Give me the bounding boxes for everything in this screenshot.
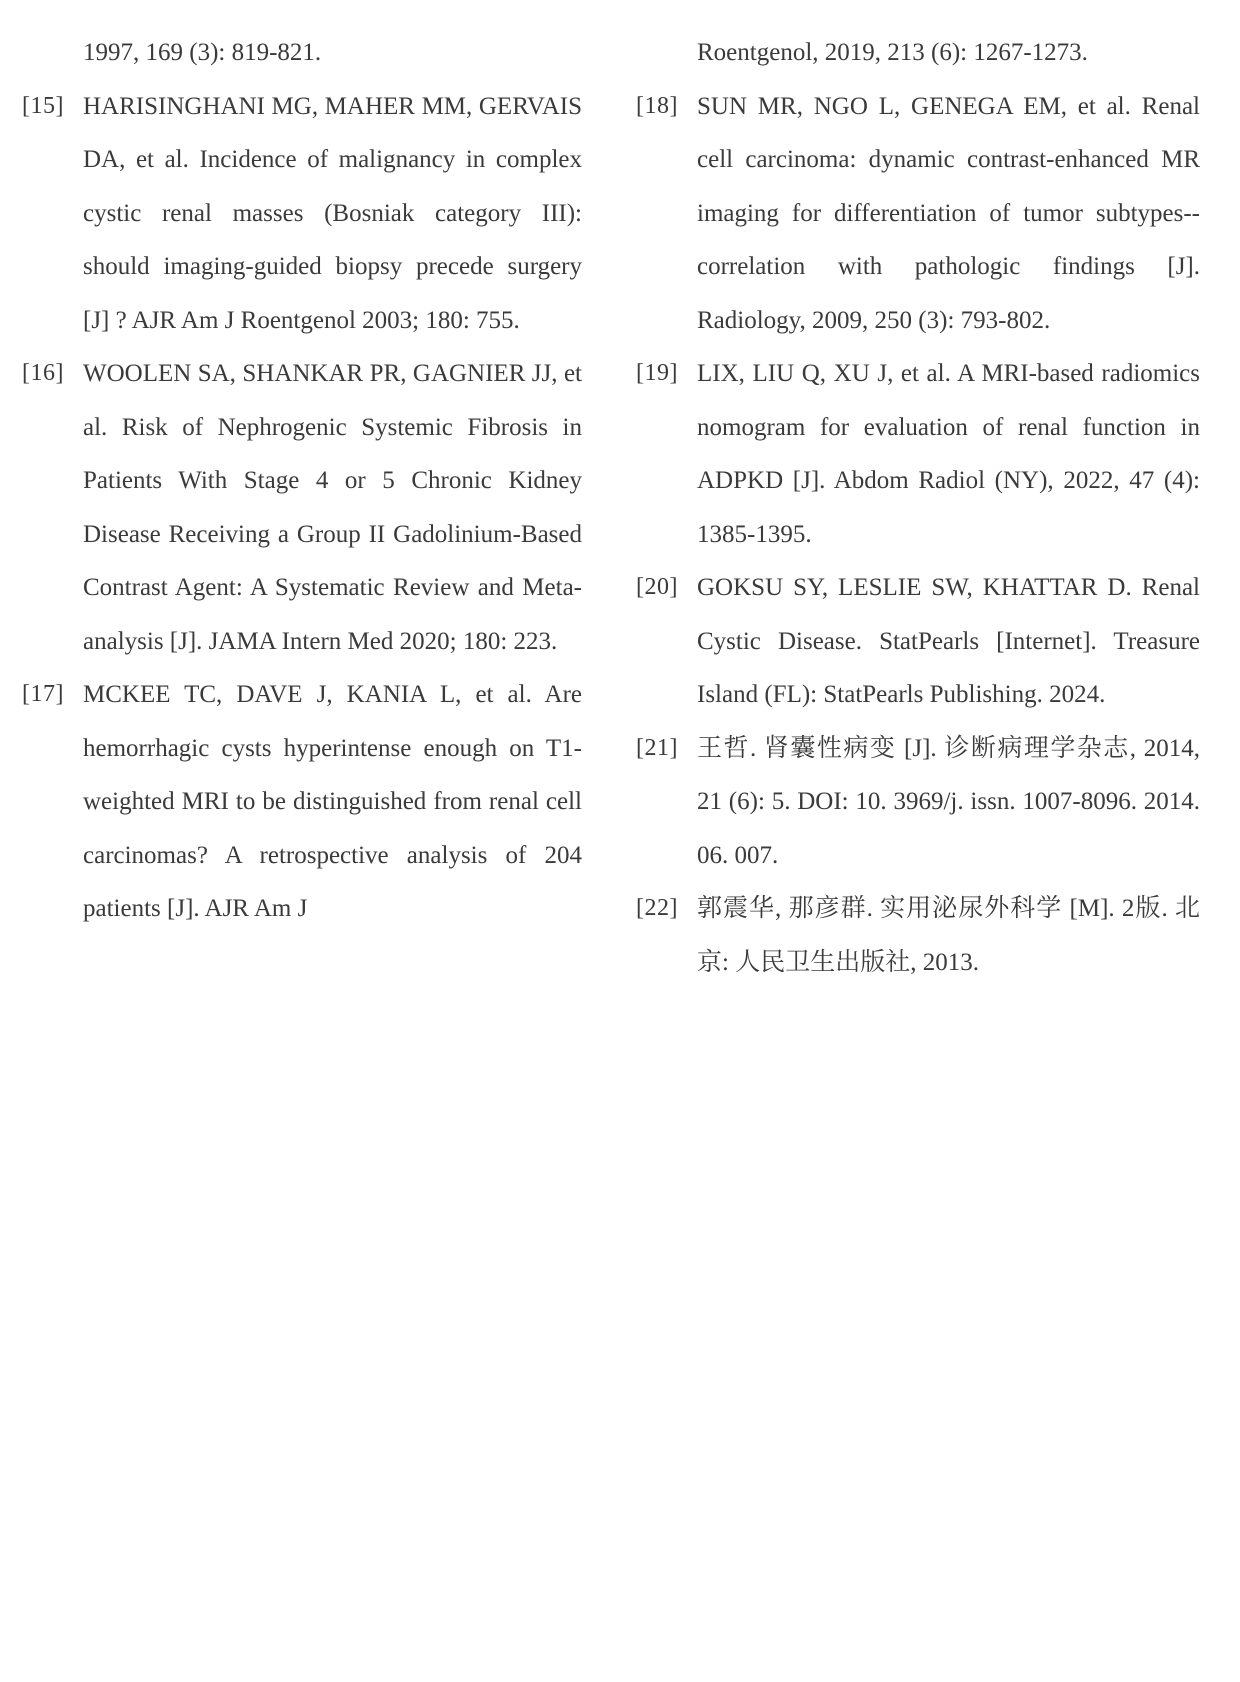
reference-number: [22] xyxy=(636,895,678,921)
reference-text: 1997, 169 (3): 819-821. xyxy=(83,39,322,66)
reference-item-18 xyxy=(636,80,1200,348)
reference-text: Roentgenol, 2019, 213 (6): 1267-1273. xyxy=(697,39,1088,66)
reference-item-22 xyxy=(636,882,1200,989)
reference-number: [17] xyxy=(22,681,64,707)
reference-item-14-continued xyxy=(22,26,582,80)
reference-number: [20] xyxy=(636,574,678,600)
reference-number: [15] xyxy=(22,92,64,119)
reference-item-20 xyxy=(636,561,1200,722)
reference-text: LIX, LIU Q, XU J, et al. A MRI-based radiomics nomogram for evaluation of renal function in ADPKD [J]. Abdom Radiol (NY), 2022, 47 (4): 1385-1395. xyxy=(697,360,1200,548)
reference-item-15 xyxy=(22,80,582,348)
reference-item-21 xyxy=(636,722,1200,883)
reference-item-19 xyxy=(636,347,1200,561)
references-left-column xyxy=(22,26,582,936)
reference-text: HARISINGHANI MG, MAHER MM, GERVAIS DA, et al. Incidence of malignancy in complex cystic renal masses (Bosniak category III): should imaging-guided biopsy precede surgery [J] ? AJR Am J Roentgenol 2003; 180: 755. xyxy=(83,92,582,334)
reference-item-17-continued xyxy=(636,26,1200,80)
reference-text: WOOLEN SA, SHANKAR PR, GAGNIER JJ, et al. Risk of Nephrogenic Systemic Fibrosis in Patients With Stage 4 or 5 Chronic Kidney Disease Receiving a Group II Gadolinium-Based Contrast Agent: A Systematic Review and Meta-analysis [J]. JAMA Intern Med 2020; 180: 223. xyxy=(83,360,582,655)
reference-item-16 xyxy=(22,347,582,668)
reference-text: SUN MR, NGO L, GENEGA EM, et al. Renal cell carcinoma: dynamic contrast-enhanced MR imaging for differentiation of tumor subtypes--correlation with pathologic findings [J]. Radiology, 2009, 250 (3): 793-802. xyxy=(697,92,1200,334)
reference-text: 郭震华, 那彦群. 实用泌尿外科学 [M]. 2版. 北京: 人民卫生出版社, 2013. xyxy=(697,895,1200,976)
reference-number: [18] xyxy=(636,92,678,119)
references-right-column xyxy=(636,26,1200,989)
reference-text: GOKSU SY, LESLIE SW, KHATTAR D. Renal Cystic Disease. StatPearls [Internet]. Treasure Island (FL): StatPearls Publishing. 2024. xyxy=(697,574,1200,708)
reference-text: 王哲. 肾囊性病变 [J]. 诊断病理学杂志, 2014, 21 (6): 5. DOI: 10. 3969/j. issn. 1007-8096. 2014. 06. 007. xyxy=(697,734,1200,869)
reference-number: [16] xyxy=(22,360,64,386)
reference-item-17 xyxy=(22,668,582,936)
reference-text: MCKEE TC, DAVE J, KANIA L, et al. Are hemorrhagic cysts hyperintense enough on T1-weighted MRI to be distinguished from renal cell carcinomas? A retrospective analysis of 204 patients [J]. AJR Am J xyxy=(83,681,582,922)
reference-number: [19] xyxy=(636,360,678,386)
reference-number: [21] xyxy=(636,734,678,761)
